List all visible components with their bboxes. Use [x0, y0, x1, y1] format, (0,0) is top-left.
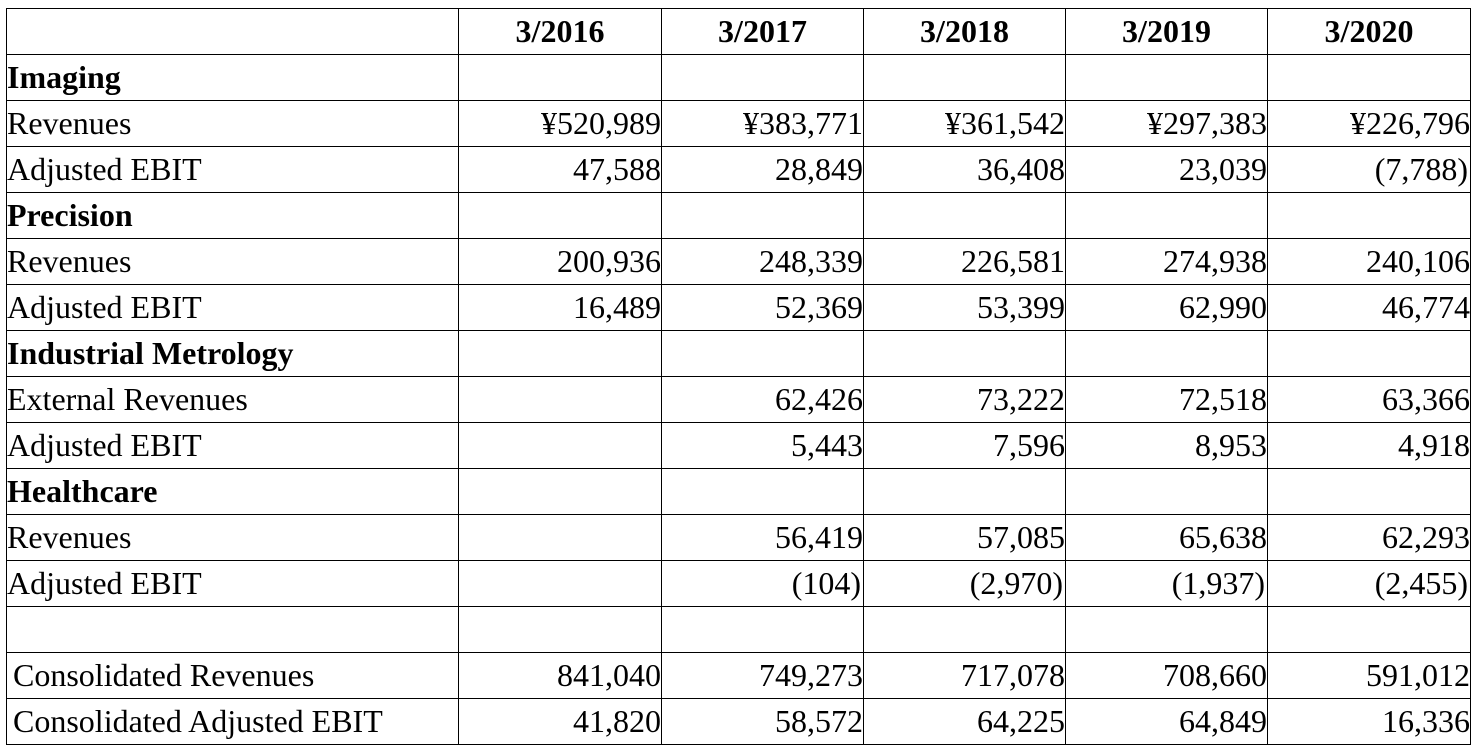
- data-row: [7, 239, 1471, 285]
- value-cell: (104): [662, 561, 864, 607]
- spacer-row: [7, 607, 1471, 653]
- row-label: Adjusted EBIT: [7, 423, 459, 469]
- section-header-row: [7, 331, 1471, 377]
- data-row: [7, 285, 1471, 331]
- value-cell: (1,937): [1066, 561, 1268, 607]
- empty-cell: [459, 55, 662, 101]
- value-cell: 62,990: [1066, 285, 1268, 331]
- value-cell: ¥297,383: [1066, 101, 1268, 147]
- section-header-row: [7, 193, 1471, 239]
- empty-cell: [662, 55, 864, 101]
- value-cell: 841,040: [459, 653, 662, 699]
- value-cell: 57,085: [864, 515, 1066, 561]
- row-label: Revenues: [7, 515, 459, 561]
- row-label: Consolidated Revenues: [7, 653, 459, 699]
- value-cell: 4,918: [1268, 423, 1471, 469]
- empty-cell: [1066, 331, 1268, 377]
- value-cell: 62,426: [662, 377, 864, 423]
- value-cell: [459, 423, 662, 469]
- value-cell: 591,012: [1268, 653, 1471, 699]
- value-cell: 72,518: [1066, 377, 1268, 423]
- data-row: [7, 101, 1471, 147]
- data-row: [7, 377, 1471, 423]
- empty-cell: [1268, 331, 1471, 377]
- value-cell: 708,660: [1066, 653, 1268, 699]
- row-label: Revenues: [7, 101, 459, 147]
- value-cell: ¥383,771: [662, 101, 864, 147]
- empty-cell: [662, 607, 864, 653]
- value-cell: 717,078: [864, 653, 1066, 699]
- empty-cell: [459, 193, 662, 239]
- value-cell: ¥520,989: [459, 101, 662, 147]
- data-row: [7, 423, 1471, 469]
- value-cell: 56,419: [662, 515, 864, 561]
- value-cell: (2,970): [864, 561, 1066, 607]
- empty-cell: [864, 55, 1066, 101]
- total-row: [7, 699, 1471, 745]
- empty-cell: [1066, 55, 1268, 101]
- header-row: [7, 9, 1471, 55]
- value-cell: 46,774: [1268, 285, 1471, 331]
- value-cell: 23,039: [1066, 147, 1268, 193]
- table-body: [7, 9, 1471, 745]
- empty-cell: [7, 607, 459, 653]
- value-cell: 53,399: [864, 285, 1066, 331]
- data-row: [7, 515, 1471, 561]
- row-label: External Revenues: [7, 377, 459, 423]
- header-year-2016: 3/2016: [459, 9, 662, 55]
- empty-cell: [662, 469, 864, 515]
- value-cell: [459, 561, 662, 607]
- section-title: Precision: [7, 193, 459, 239]
- value-cell: [459, 377, 662, 423]
- value-cell: 36,408: [864, 147, 1066, 193]
- empty-cell: [864, 607, 1066, 653]
- header-year-2018: 3/2018: [864, 9, 1066, 55]
- value-cell: 58,572: [662, 699, 864, 745]
- empty-cell: [864, 193, 1066, 239]
- empty-cell: [1066, 193, 1268, 239]
- empty-cell: [459, 469, 662, 515]
- row-label: Revenues: [7, 239, 459, 285]
- value-cell: 52,369: [662, 285, 864, 331]
- value-cell: 749,273: [662, 653, 864, 699]
- empty-cell: [662, 331, 864, 377]
- data-row: [7, 561, 1471, 607]
- total-row: [7, 653, 1471, 699]
- value-cell: 64,849: [1066, 699, 1268, 745]
- header-year-2020: 3/2020: [1268, 9, 1471, 55]
- row-label: Adjusted EBIT: [7, 147, 459, 193]
- financial-segment-table: [6, 8, 1471, 745]
- value-cell: 47,588: [459, 147, 662, 193]
- empty-cell: [864, 469, 1066, 515]
- header-year-2019: 3/2019: [1066, 9, 1268, 55]
- value-cell: 41,820: [459, 699, 662, 745]
- empty-cell: [1268, 607, 1471, 653]
- row-label: Adjusted EBIT: [7, 285, 459, 331]
- value-cell: 8,953: [1066, 423, 1268, 469]
- empty-cell: [662, 193, 864, 239]
- section-title: Imaging: [7, 55, 459, 101]
- value-cell: 248,339: [662, 239, 864, 285]
- data-row: [7, 147, 1471, 193]
- section-title: Healthcare: [7, 469, 459, 515]
- value-cell: 63,366: [1268, 377, 1471, 423]
- value-cell: 65,638: [1066, 515, 1268, 561]
- value-cell: 274,938: [1066, 239, 1268, 285]
- empty-cell: [1268, 193, 1471, 239]
- value-cell: (7,788): [1268, 147, 1471, 193]
- value-cell: [459, 515, 662, 561]
- section-title: Industrial Metrology: [7, 331, 459, 377]
- header-year-2017: 3/2017: [662, 9, 864, 55]
- value-cell: 16,489: [459, 285, 662, 331]
- value-cell: 200,936: [459, 239, 662, 285]
- empty-cell: [459, 331, 662, 377]
- empty-cell: [459, 607, 662, 653]
- section-header-row: [7, 469, 1471, 515]
- value-cell: 226,581: [864, 239, 1066, 285]
- row-label: Consolidated Adjusted EBIT: [7, 699, 459, 745]
- value-cell: 62,293: [1268, 515, 1471, 561]
- value-cell: 28,849: [662, 147, 864, 193]
- value-cell: 240,106: [1268, 239, 1471, 285]
- value-cell: ¥226,796: [1268, 101, 1471, 147]
- value-cell: ¥361,542: [864, 101, 1066, 147]
- row-label: Adjusted EBIT: [7, 561, 459, 607]
- value-cell: 16,336: [1268, 699, 1471, 745]
- empty-cell: [1066, 469, 1268, 515]
- value-cell: 73,222: [864, 377, 1066, 423]
- section-header-row: [7, 55, 1471, 101]
- value-cell: 7,596: [864, 423, 1066, 469]
- value-cell: 64,225: [864, 699, 1066, 745]
- header-corner-cell: [7, 9, 459, 55]
- empty-cell: [1268, 55, 1471, 101]
- value-cell: 5,443: [662, 423, 864, 469]
- value-cell: (2,455): [1268, 561, 1471, 607]
- empty-cell: [1268, 469, 1471, 515]
- empty-cell: [1066, 607, 1268, 653]
- empty-cell: [864, 331, 1066, 377]
